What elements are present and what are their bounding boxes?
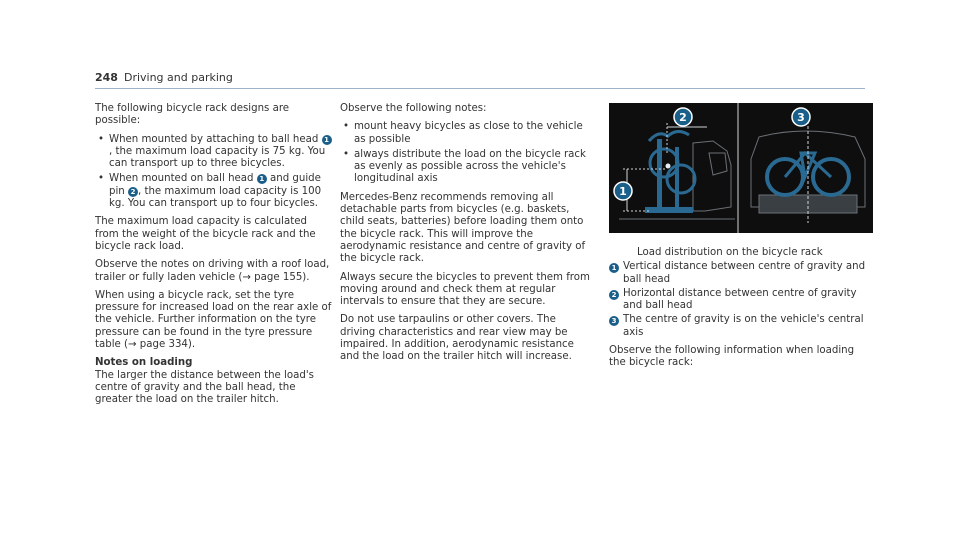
paragraph: The following bicycle rack designs are possible: [95, 103, 290, 127]
figure-legend [609, 247, 871, 370]
paragraph: When using a bicycle rack, set the tyre pressure for increased load on the rear axle of the vehicle. Further information on the tyre pressure can be found in the tyre pressure table (→ page 334). [95, 289, 332, 351]
legend-text: Horizontal distance between centre of gravity and ball head [623, 287, 857, 312]
page-header [95, 72, 233, 84]
section-title: Driving and parking [123, 71, 233, 84]
callout-badge: 2 [609, 290, 619, 300]
legend-text: Vertical distance between centre of gravity and ball head [623, 261, 866, 285]
figure-caption: Load distribution on the bicycle rack [637, 247, 823, 258]
callout-label: 3 [797, 111, 805, 124]
paragraph: Observe the following notes: [340, 103, 487, 114]
list-item: • mount heavy bicycles as close to the vehicle as possible [340, 121, 592, 146]
bullet-list [95, 134, 333, 211]
text: , the maximum load capacity is 100 kg. You can transport up to four bicycles. [109, 185, 322, 210]
callout-badge: 1 [257, 174, 267, 184]
legend-text: The centre of gravity is on the vehicle's central axis [623, 314, 864, 338]
legend-item [609, 314, 871, 339]
paragraph: Always secure the bicycles to prevent them from moving around and check them at regular intervals to ensure that they are secure. [340, 271, 590, 308]
callout-label: 1 [619, 185, 627, 198]
bullet-list [340, 121, 592, 185]
subheading: Notes on loading [95, 357, 193, 369]
paragraph: Do not use tarpaulins or other covers. The driving characteristics and rear view may be impaired. In addition, aerodynamic resistance and the load on the trailer hitch will increase. [340, 314, 574, 363]
rack-base [645, 207, 693, 213]
callout-badge: 1 [322, 135, 332, 145]
centre-of-gravity-mark [666, 164, 671, 169]
text: and guide pin [109, 173, 321, 197]
bicycle-rack-figure [609, 103, 873, 233]
text: When mounted on ball head [109, 173, 257, 185]
paragraph: The maximum load capacity is calculated from the weight of the bicycle rack and the bicycle rack load. [95, 216, 316, 252]
callout-badge: 2 [128, 187, 138, 197]
header-rule [95, 88, 865, 89]
list-item: • always distribute the load on the bicycle rack as evenly as possible across the vehicle's longitudinal axis [340, 149, 592, 186]
paragraph: Mercedes-Benz recommends removing all detachable parts from bicycles (e.g. baskets, child seats, batteries) before loading them onto the bicycle rack. This will improve the aerodynamic resistance and centre of gravity of the bicycle rack. [340, 191, 586, 265]
page-number: 248 [95, 71, 118, 84]
callout-badge: 1 [609, 263, 619, 273]
legend-item [609, 288, 871, 313]
text: When mounted by attaching to ball head [109, 133, 322, 145]
callout-label: 2 [679, 111, 687, 124]
paragraph: The larger the distance between the load's centre of gravity and the ball head, the greater the load on the trailer hitch. [95, 369, 314, 406]
column-middle [340, 103, 592, 370]
legend-item [609, 261, 871, 286]
list-item [95, 173, 333, 210]
column-left [95, 103, 333, 413]
paragraph: Observe the notes on driving with a roof load, trailer or fully laden vehicle (→ page 155). [95, 259, 330, 283]
list-item [95, 134, 333, 171]
paragraph: Observe the following information when loading the bicycle rack: [609, 345, 855, 369]
callout-badge: 3 [609, 316, 619, 326]
text: , the maximum load capacity is 75 kg. You can transport up to three bicycles. [109, 145, 326, 170]
